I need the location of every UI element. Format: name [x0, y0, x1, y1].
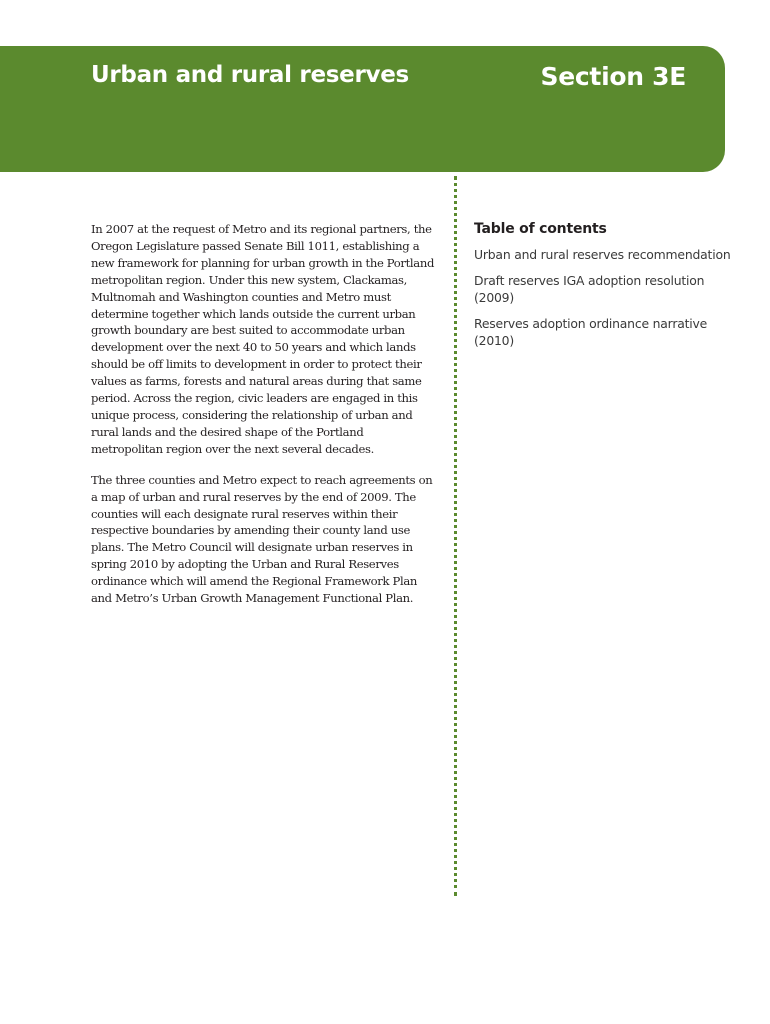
toc-item[interactable]: Urban and rural reserves recommendation — [474, 247, 731, 262]
toc-item[interactable]: Reserves adoption ordinance narrative (2010) — [474, 315, 708, 348]
intro-text — [91, 221, 436, 621]
section-label: Section 3E — [540, 62, 686, 91]
table-of-contents — [474, 221, 734, 358]
toc-item[interactable]: Draft reserves IGA adoption resolution (2009) — [474, 272, 705, 305]
intro-paragraph: In 2007 at the request of Metro and its regional partners, the Oregon Legislature passed Senate Bill 1011, establishing a new framework for planning for urban growth in the Portland metropolitan region. Under this new system, Clackamas, Multnomah and Washington counties and Metro must determine together which lands outside the current urban growth boundary are best suited to accommodate urban development over the next 40 to 50 years and which lands should be off limits to development in order to protect their values as farms, forests and natural areas during that same period. Across the region, civic leaders are engaged in this unique process, considering the relationship of urban and rural lands and the desired shape of the Portland metropolitan region over the next several decades. — [91, 222, 435, 456]
column-divider — [454, 176, 457, 896]
page-title: Urban and rural reserves — [91, 62, 409, 88]
toc-heading: Table of contents — [474, 221, 607, 237]
intro-paragraph: The three counties and Metro expect to reach agreements on a map of urban and rural reserves by the end of 2009. The counties will each designate rural reserves within their respective boundaries by amending their county land use plans. The Metro Council will designate urban reserves in spring 2010 by adopting the Urban and Rural Reserves ordinance which will amend the Regional Framework Plan and Metro’s Urban Growth Management Functional Plan. — [91, 472, 433, 606]
